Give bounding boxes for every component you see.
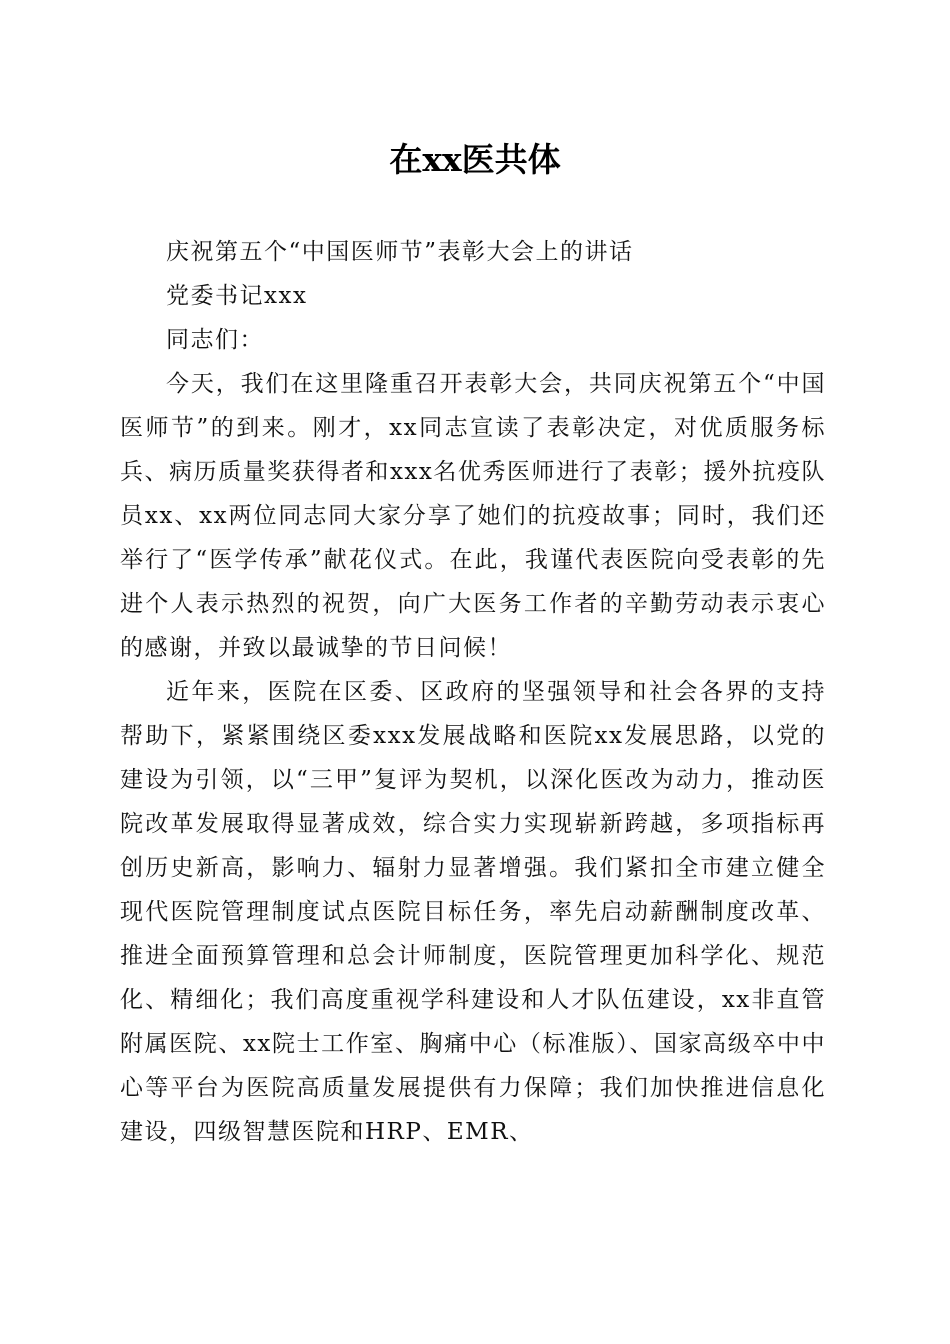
paragraph-1: 今天，我们在这里隆重召开表彰大会，共同庆祝第五个“中国医师节”的到来。刚才，xx同志宣读了表彰决定，对优质服务标兵、病历质量奖获得者和xxx名优秀医师进行了表彰；援外抗疫队员xx、xx两位同志同大家分享了她们的抗疫故事；同时，我们还举行了“医学传承”献花仪式。在此，我谨代表医院向受表彰的先进个人表示热烈的祝贺，向广大医务工作者的辛勤劳动表示衷心的感谢，并致以最诚挚的节日问候！ — [120, 371, 826, 661]
document-title: 在xx医共体 — [389, 140, 561, 179]
document-body — [120, 230, 826, 1154]
paragraph-2: 近年来，医院在区委、区政府的坚强领导和社会各界的支持帮助下，紧紧围绕区委xxx发展战略和医院xx发展思路，以党的建设为引领，以“三甲”复评为契机，以深化医改为动力，推动医院改革发展取得显著成效，综合实力实现崭新跨越，多项指标再创历史新高，影响力、辐射力显著增强。我们紧扣全市建立健全现代医院管理制度试点医院目标任务，率先启动薪酬制度改革、推进全面预算管理和总会计师制度，医院管理更加科学化、规范化、精细化；我们高度重视学科建设和人才队伍建设，xx非直管附属医院、xx院士工作室、胸痛中心（标准版）、国家高级卒中中心等平台为医院高质量发展提供有力保障；我们加快推进信息化建设，四级智慧医院和HRP、EMR、 — [120, 679, 826, 1145]
document-subtitle: 庆祝第五个“中国医师节”表彰大会上的讲话 — [166, 239, 634, 265]
salutation: 同志们： — [166, 327, 264, 353]
speaker-line: 党委书记xxx — [166, 283, 308, 309]
